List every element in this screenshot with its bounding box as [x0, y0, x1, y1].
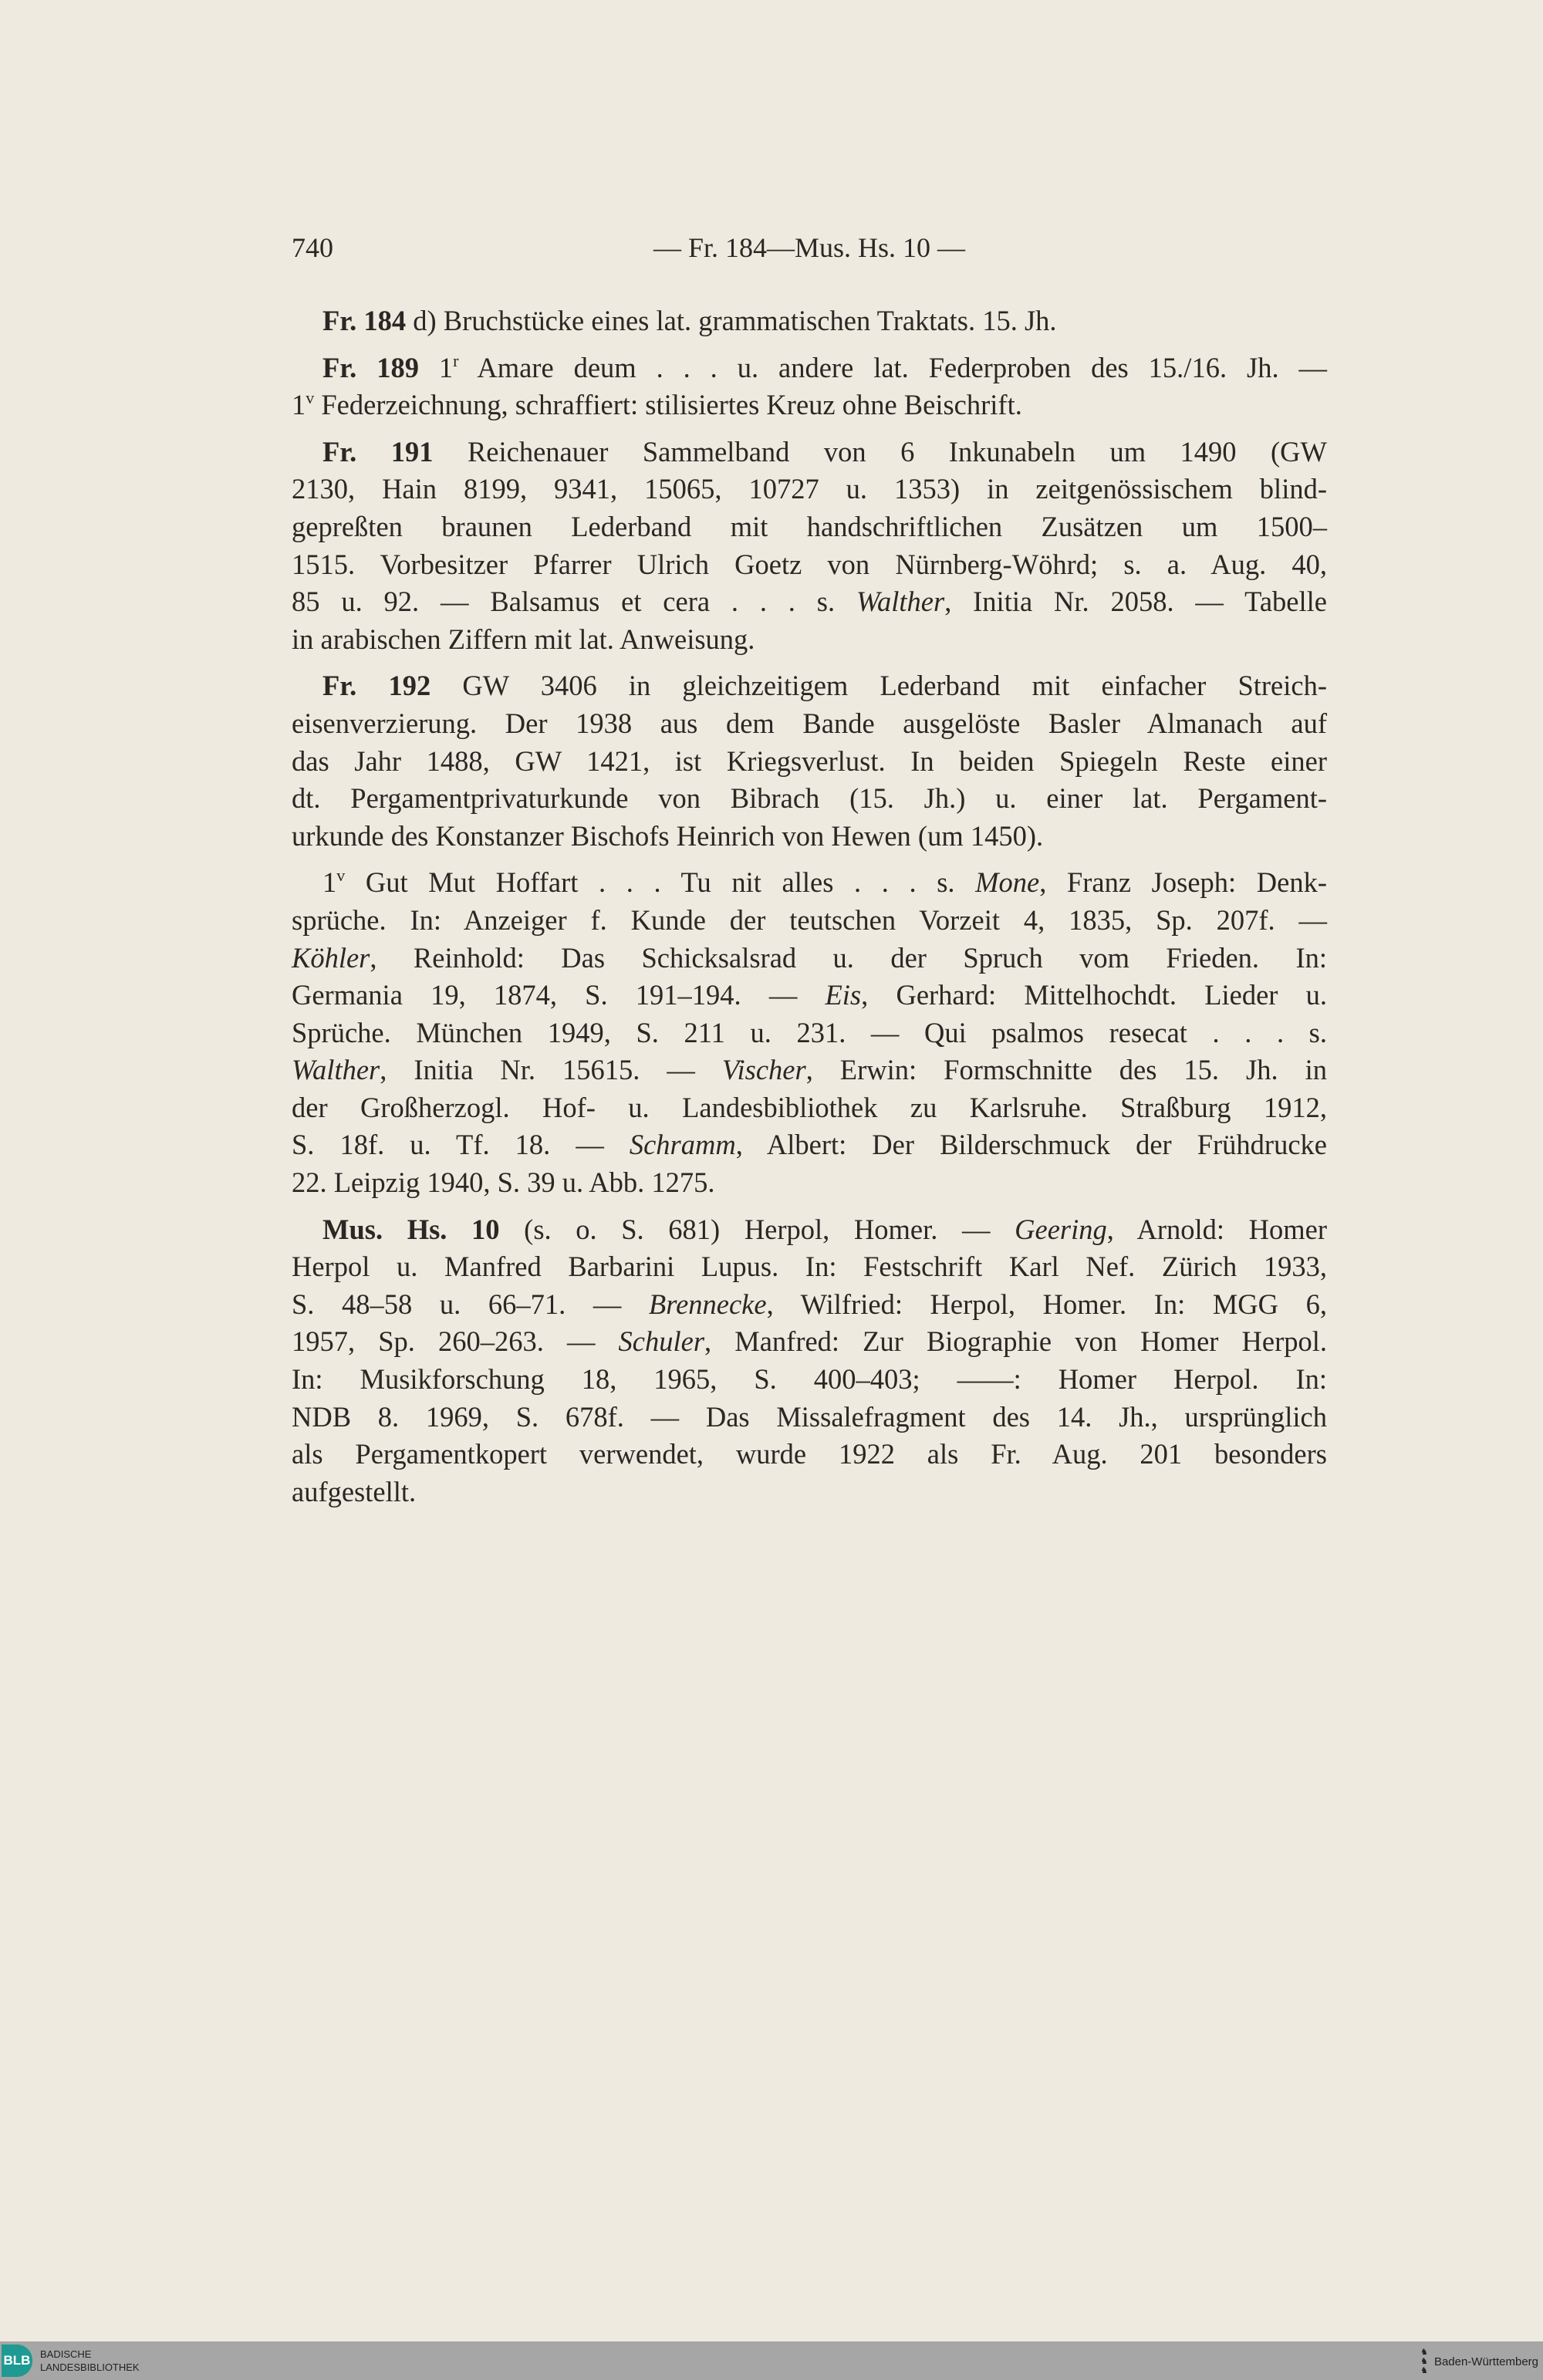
page-header [292, 231, 1327, 270]
text-line [292, 667, 1327, 705]
text-segment: , Initia Nr. 2058. — Tabelle [944, 586, 1327, 618]
text-segment: , Wilfried: Herpol, Homer. In: MGG 6, [766, 1288, 1327, 1320]
text-segment: Amare deum . . . u. andere lat. Federproben des 15./16. Jh. — [458, 351, 1327, 383]
text-segment: in arabischen Ziffern mit lat. Anweisung. [292, 623, 755, 655]
text-segment: 22. Leipzig 1940, S. 39 u. Abb. 1275. [292, 1166, 715, 1199]
text-segment: 85 u. 92. — Balsamus et cera . . . s. [292, 586, 856, 618]
text-line [292, 1211, 1327, 1249]
text-segment: In: Musikforschung 18, 1965, S. 400–403; ——: Homer Herpol. In: [292, 1363, 1327, 1396]
catalog-entries [292, 302, 1327, 1511]
text-line [292, 1399, 1327, 1436]
text-segment: d) Bruchstücke eines lat. grammatischen Traktats. 15. Jh. [406, 305, 1057, 336]
text-line [292, 1089, 1327, 1127]
text-segment: , Gerhard: Mittelhochdt. Lieder u. [861, 979, 1327, 1011]
author-name: Walther [856, 586, 945, 618]
text-segment: , Erwin: Formschnitte des 15. Jh. in [805, 1054, 1328, 1086]
author-name: Walther [292, 1054, 380, 1086]
text-segment: als Pergamentkopert verwendet, wurde 1922 als Fr. Aug. 201 besonders [292, 1438, 1327, 1470]
text-segment: das Jahr 1488, GW 1421, ist Kriegsverlust. In beiden Spiegeln Reste einer [292, 744, 1327, 777]
text-line [292, 1248, 1327, 1286]
author-name: Vischer [721, 1054, 806, 1086]
text-segment: 1 [322, 866, 337, 899]
text-segment: Germania 19, 1874, S. 191–194. — [292, 979, 826, 1011]
text-line [292, 1323, 1327, 1361]
running-title: — Fr. 184—Mus. Hs. 10 — [653, 232, 966, 263]
text-segment: Federzeichnung, schraffiert: stilisiertes Kreuz ohne Beischrift. [314, 389, 1022, 421]
text-segment: Herpol u. Manfred Barbarini Lupus. In: Festschrift Karl Nef. Zürich 1933, [292, 1251, 1327, 1283]
coat-of-arms-lions-icon: ♞ ♞ ♞ [1420, 2348, 1428, 2375]
text-line [292, 583, 1327, 621]
text-segment: sprüche. In: Anzeiger f. Kunde der teutschen Vorzeit 4, 1835, Sp. 207f. — [292, 903, 1327, 936]
text-segment: Gut Mut Hoffart . . . Tu nit alles . . . s. [345, 866, 976, 899]
author-name: Schramm [629, 1129, 736, 1161]
library-name-line-2: LANDESBIBLIOTHEK [40, 2361, 140, 2373]
text-segment: NDB 8. 1969, S. 678f. — Das Missalefragment des 14. Jh., ursprünglich [292, 1400, 1327, 1433]
text-segment: gepreßten braunen Lederband mit handschriftlichen Zusätzen um 1500– [292, 510, 1327, 542]
author-name: Geering [1015, 1213, 1107, 1245]
text-segment: der Großherzogl. Hof- u. Landesbibliothek zu Karlsruhe. Straßburg 1912, [292, 1091, 1327, 1123]
text-line [292, 864, 1327, 902]
text-line [292, 508, 1327, 546]
text-line [292, 977, 1327, 1014]
shelfmark: Fr. 189 [322, 351, 419, 383]
shelfmark: Mus. Hs. 10 [322, 1213, 500, 1245]
shelfmark: Fr. 184 [322, 305, 407, 336]
author-name: Köhler [292, 941, 370, 974]
folio-side: v [336, 866, 346, 886]
text-segment: dt. Pergamentprivaturkunde von Bibrach (15. Jh.) u. einer lat. Pergament- [292, 782, 1327, 815]
text-line [292, 349, 1327, 387]
text-segment: , Manfred: Zur Biographie von Homer Herpol. [704, 1325, 1327, 1358]
text-line [292, 471, 1327, 508]
library-name-line-1: BADISCHE [40, 2348, 92, 2360]
folio-side: v [306, 388, 315, 408]
text-segment: 1515. Vorbesitzer Pfarrer Ulrich Goetz von Nürnberg-Wöhrd; s. a. Aug. 40, [292, 548, 1327, 580]
text-line [292, 1052, 1327, 1089]
text-segment: 2130, Hain 8199, 9341, 15065, 10727 u. 1353) in zeitgenössischem blind- [292, 473, 1327, 505]
author-name: Schuler [618, 1325, 705, 1358]
text-line [292, 743, 1327, 781]
blb-logo[interactable]: BLB [2, 2345, 32, 2377]
text-segment: S. 18f. u. Tf. 18. — [292, 1129, 630, 1161]
text-segment: (s. o. S. 681) Herpol, Homer. — [499, 1213, 1015, 1245]
catalog-entry [292, 864, 1327, 1201]
library-name [40, 2348, 140, 2374]
author-name: Eis [825, 979, 862, 1011]
shelfmark: Fr. 192 [322, 670, 431, 702]
text-segment: S. 48–58 u. 66–71. — [292, 1288, 649, 1320]
catalog-entry [292, 302, 1327, 340]
text-segment: GW 3406 in gleichzeitigem Lederband mit einfacher Streich- [430, 670, 1327, 702]
text-line [292, 940, 1327, 977]
text-line [292, 1361, 1327, 1399]
text-line [292, 1474, 1327, 1511]
text-line [292, 705, 1327, 743]
text-line [292, 902, 1327, 940]
text-line [292, 1286, 1327, 1324]
text-segment: 1 [292, 389, 306, 421]
text-segment: Reichenauer Sammelband von 6 Inkunabeln um 1490 (GW [433, 435, 1327, 468]
catalog-entry [292, 667, 1327, 855]
catalog-entry [292, 434, 1327, 659]
text-line [292, 780, 1327, 818]
text-segment: Sprüche. München 1949, S. 211 u. 231. — Qui psalmos resecat . . . s. [292, 1016, 1327, 1048]
text-line [292, 1014, 1327, 1052]
text-line [292, 387, 1327, 424]
text-segment: 1957, Sp. 260–263. — [292, 1325, 619, 1358]
author-name: Brennecke [648, 1288, 767, 1320]
text-line [292, 302, 1327, 340]
baden-wuerttemberg-logo[interactable] [1420, 2346, 1538, 2377]
text-line [292, 621, 1327, 659]
shelfmark: Fr. 191 [322, 435, 434, 468]
catalog-entry [292, 1211, 1327, 1511]
footer-bar [0, 2341, 1543, 2380]
text-segment: aufgestellt. [292, 1475, 417, 1507]
text-line [292, 434, 1327, 471]
text-segment: , Reinhold: Das Schicksalsrad u. der Spruch vom Frieden. In: [370, 941, 1327, 974]
text-line [292, 818, 1327, 856]
text-line [292, 1436, 1327, 1474]
author-name: Mone [975, 866, 1040, 899]
text-segment: , Franz Joseph: Denk- [1039, 866, 1328, 899]
text-segment: eisenverzierung. Der 1938 aus dem Bande ausgelöste Basler Almanach auf [292, 707, 1327, 739]
text-segment: , Initia Nr. 15615. — [380, 1054, 722, 1086]
text-segment: 1 [418, 351, 454, 383]
text-segment: , Albert: Der Bilderschmuck der Frühdrucke [735, 1129, 1327, 1161]
state-label: Baden-Württemberg [1433, 2355, 1538, 2368]
text-line [292, 1126, 1327, 1164]
folio-side: r [453, 350, 459, 370]
text-line [292, 1164, 1327, 1202]
text-line [292, 546, 1327, 584]
catalog-entry [292, 349, 1327, 424]
text-segment: , Arnold: Homer [1106, 1213, 1327, 1245]
text-segment: urkunde des Konstanzer Bischofs Heinrich von Hewen (um 1450). [292, 819, 1044, 852]
page-number: 740 [292, 232, 333, 263]
